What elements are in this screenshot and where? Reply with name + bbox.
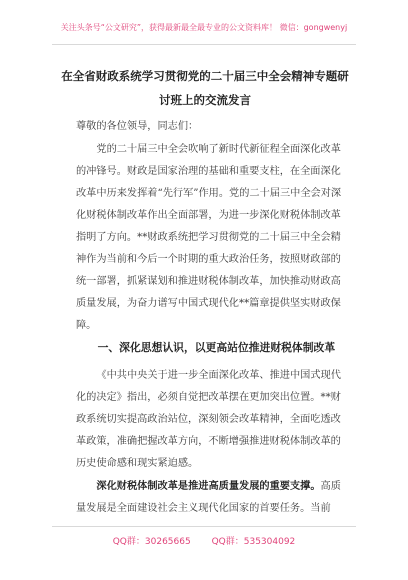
footer — [0, 534, 408, 547]
footer-qq-1: QQ群：30265665 — [112, 537, 191, 547]
footer-divider — [52, 526, 356, 527]
paragraph-3-text: 高质量发展是全面建设社会主义现代化国家的首要任务。当前 — [76, 481, 341, 514]
salutation: 尊敬的各位领导，同志们： — [76, 121, 199, 132]
header-divider — [52, 44, 356, 45]
paragraph-1: 党的二十届三中全会吹响了新时代新征程全面深化改革的冲锋号。财政是国家治理的基础和重要支柱，在全面深化改革中历来发挥着“先行军”作用。党的二十届三中全会对深化财税体制改革作出全面部署，为进一步深化财税体制改革指明了方向。**财政系统把学习贯彻党的二十届三中全会精神作为当前和今后一个时期的重大政治任务，按照财政部的统一部署，抓紧谋划和推进财税体制改革，加快推动财政高质量发展，为奋力谱写中国式现代化**篇章提供坚实财政保障。 — [76, 144, 342, 331]
paragraph-2: 《中共中央关于进一步全面深化改革、推进中国式现代化的决定》指出，必须自觉把改革摆在更加突出位置。**财政系统切实提高政治站位，深刻领会改革精神，全面吃透改革政策，准确把握改革方向，不断增强推进财税体制改革的历史使命感和现实紧迫感。 — [76, 370, 341, 469]
footer-qq-2: QQ群：535304092 — [211, 537, 296, 547]
header-promo: 关注头条号“公文研究”，获得最新最全最专业的公文资料库！ 微信：gongwenyj — [60, 23, 348, 32]
document-title: 在全省财政系统学习贯彻党的二十届三中全会精神专题研讨班上的交流发言 — [61, 69, 349, 107]
paragraph-3-lead: 深化财税体制改革是推进高质量发展的重要支撑。 — [96, 480, 321, 492]
paragraph-3 — [76, 475, 344, 520]
section-heading-1: 一、深化思想认识，以更高站位推进财税体制改革 — [97, 341, 336, 354]
